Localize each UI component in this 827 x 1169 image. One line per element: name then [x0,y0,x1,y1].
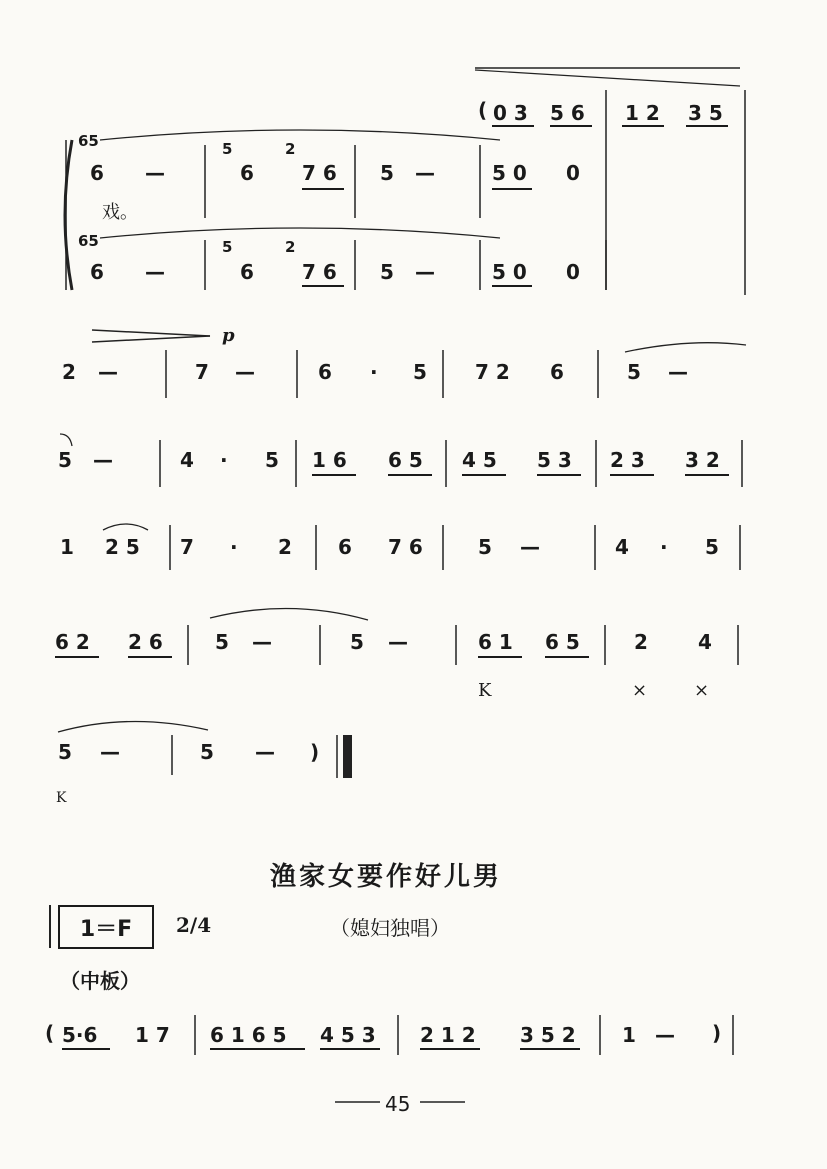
intro-note-3: 1 2 [625,101,660,125]
song-note: 1 [622,1023,636,1047]
v1-note-3: 7 6 [302,161,337,185]
row4-note: 7 6 [388,535,423,559]
row3-note: 1 6 [312,448,347,472]
row2-note: 5 [627,360,641,384]
row4-note: 7 [180,535,194,559]
row3-note: 5 [58,448,72,472]
row6-note: 5 [58,740,72,764]
intro-note-2: 5 6 [550,101,585,125]
row3-dot: · [220,448,228,472]
v1-rest: 0 [566,161,580,185]
grace-small: 2 [285,238,296,256]
row2-note: 6 [550,360,564,384]
grace-small: 5 [222,238,233,256]
time-signature: 2/4 [176,913,212,937]
v1-note-2: 6 [240,161,254,185]
row2-dash: — [235,360,255,384]
page-number: 45 [385,1092,411,1116]
grace-notes: 65 [78,232,99,250]
row3-note: 3 2 [685,448,720,472]
row4-note: 5 [478,535,492,559]
row4-note: 2 5 [105,535,140,559]
song-note: 6 1 6 5 [210,1023,287,1047]
row3-dash: — [93,448,113,472]
v1-dash-1: — [145,161,165,185]
row4-dash: — [520,535,540,559]
row4-note: 5 [705,535,719,559]
row3-note: 4 5 [462,448,497,472]
row5-note: 6 5 [545,630,580,654]
v2-note-4: 5 [380,260,394,284]
row2-note: 2 [62,360,76,384]
song-note: 5·6 [62,1023,98,1047]
v2-dash-2: — [415,260,435,284]
row4-dot: · [660,535,668,559]
intro-note-4: 3 5 [688,101,723,125]
row5-dash: — [252,630,272,654]
row5-dash: — [388,630,408,654]
v1-note-1: 6 [90,161,104,185]
row2-dash: — [98,360,118,384]
key-signature: 1＝F [58,905,154,949]
song-paren: ( [45,1021,55,1045]
song-title: 渔家女要作好儿男 [270,862,503,892]
row4-note: 1 [60,535,74,559]
v1-note-5: 5 0 [492,161,527,185]
percussion-mark: K [56,790,67,806]
row3-note: 4 [180,448,194,472]
v2-note-3: 7 6 [302,260,337,284]
row4-note: 2 [278,535,292,559]
intro-paren: ( [478,98,488,122]
row5-note: 2 6 [128,630,163,654]
row4-note: 6 [338,535,352,559]
v2-rest: 0 [566,260,580,284]
song-note: 1 7 [135,1023,170,1047]
row2-note: 7 [195,360,209,384]
v2-note-5: 5 0 [492,260,527,284]
tempo-mark: （中板） [60,969,140,993]
v1-note-4: 5 [380,161,394,185]
v1-dash-2: — [415,161,435,185]
row3-note: 5 [265,448,279,472]
song-dash: — [655,1023,675,1047]
row3-note: 5 3 [537,448,572,472]
row5-note: 6 1 [478,630,513,654]
row4-note: 4 [615,535,629,559]
song-note: 4 5 3 [320,1023,376,1047]
v2-note-2: 6 [240,260,254,284]
row3-note: 2 3 [610,448,645,472]
row5-note: 2 [634,630,648,654]
row6-dash: — [100,740,120,764]
row4-dot: · [230,535,238,559]
row5-note: 4 [698,630,712,654]
percussion-mark: K [478,680,492,701]
song-note: 3 5 2 [520,1023,576,1047]
song-subtitle: （媳妇独唱） [330,916,450,940]
song-note: 2 1 2 [420,1023,476,1047]
row3-note: 6 5 [388,448,423,472]
v2-note-1: 6 [90,260,104,284]
row6-paren: ) [310,740,320,764]
row2-note: 7 2 [475,360,510,384]
row6-dash: — [255,740,275,764]
song-paren: ) [712,1021,722,1045]
row5-note: 5 [215,630,229,654]
row5-note: 6 2 [55,630,90,654]
percussion-mark: × [632,680,648,701]
grace-small: 2 [285,140,296,158]
lyric: 戏。 [102,202,138,223]
row2-dash: — [668,360,688,384]
percussion-mark: × [694,680,710,701]
row5-note: 5 [350,630,364,654]
v2-dash-1: — [145,260,165,284]
intro-note-1: 0 3 [493,101,528,125]
dynamic-mark: p [222,325,235,346]
grace-notes: 65 [78,132,99,150]
row2-note: 5 [413,360,427,384]
grace-small: 5 [222,140,233,158]
row6-note: 5 [200,740,214,764]
row2-note: 6 [318,360,332,384]
row2-dot: · [370,360,378,384]
